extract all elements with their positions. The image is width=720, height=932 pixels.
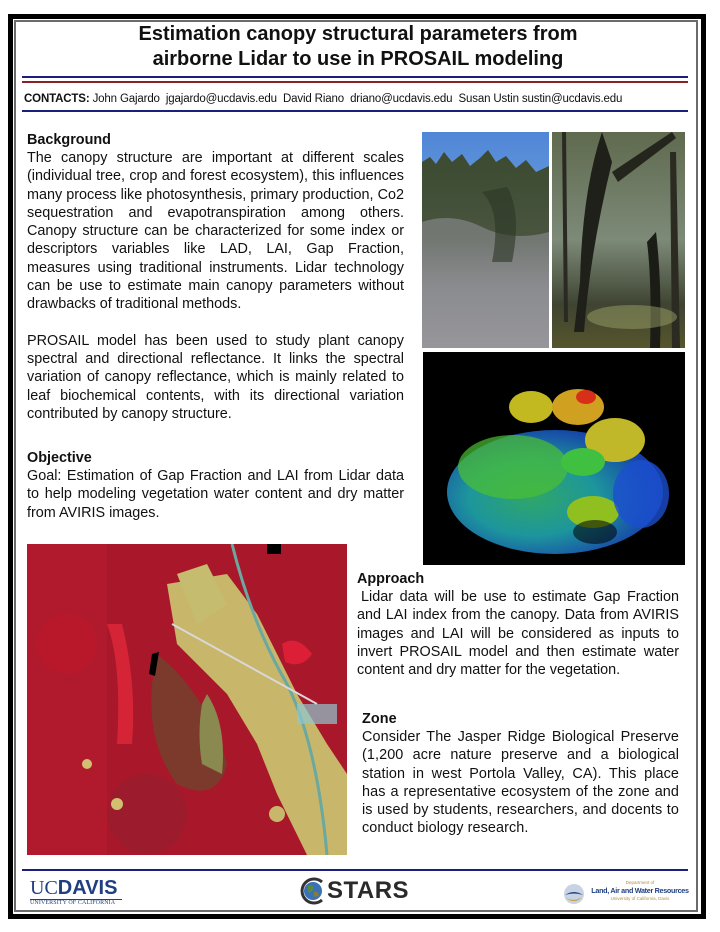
contact-name: John Gajardo [92, 93, 160, 105]
footer-divider [22, 869, 688, 871]
contact-email[interactable]: jgajardo@ucdavis.edu [165, 93, 277, 105]
lawr-globe-icon [563, 883, 585, 905]
approach-text: Lidar data will be use to estimate Gap Fraction and LAI index from the canopy. Data from AVIRIS images and LAI will be considered as inputs to invert PROSAIL model and then estimate water content and dry matter for the vegetation. [357, 589, 679, 679]
contact-name: David Riano [282, 93, 344, 105]
background-heading: Background [27, 132, 111, 148]
false-color-satellite-image [27, 544, 347, 855]
lidar-point-cloud-image [423, 352, 685, 565]
zone-heading: Zone [362, 711, 397, 727]
ucdavis-logo-uc: UC [30, 877, 58, 899]
cstars-logo-text: STARS [327, 877, 410, 904]
ucdavis-logo-davis: DAVIS [57, 877, 118, 899]
title-line-2: airborne Lidar to use in PROSAIL modeling [152, 48, 564, 70]
shrubland-photo-graphic [422, 132, 549, 348]
lawr-logo-main: Land, Air and Water Resources [591, 886, 689, 895]
background-paragraph-2: PROSAIL model has been used to study plant canopy spectral and directional reflectance. It links the spectral variation of canopy reflectance, which is mainly related to leaf biochemical contents, with its directional variation contributed by canopy structure. [27, 332, 404, 422]
title-divider-maroon [22, 81, 688, 83]
shrubland-photo [422, 132, 549, 348]
background-section [27, 131, 404, 423]
approach-section [357, 570, 679, 679]
approach-heading: Approach [357, 571, 425, 587]
globe-icon [300, 877, 326, 905]
contact-email[interactable]: driano@ucdavis.edu [350, 93, 453, 105]
title-line-1: Estimation canopy structural parameters from [138, 23, 578, 45]
contacts-label: CONTACTS: [24, 93, 90, 105]
contacts-line [24, 93, 622, 105]
title-divider-navy [22, 76, 688, 78]
contacts-divider [22, 110, 688, 112]
zone-text: Consider The Jasper Ridge Biological Preserve (1,200 acre nature preserve and a biological station in west Portola Valley, CA). This place has a representative ecosystem of the zone and is used by students, researchers, and docents to conduct biology research. [362, 729, 679, 837]
lawr-logo [563, 880, 693, 906]
contact-email[interactable]: sustin@ucdavis.edu [521, 93, 623, 105]
background-paragraph-1: The canopy structure are important at different scales (individual tree, crop and forest ecosystem), this influences many process like photosynthesis, primary production, Co2 sequestration and evapotranspiration among others. Canopy structure can be characterized for some index or descriptors variables like LAD, LAI, Gap Fraction, measures using traditional instruments. Lidar technology can be use to estimate main canopy parameters without drawbacks of traditional methods. [27, 150, 404, 313]
lawr-logo-top: Department of [625, 880, 655, 885]
poster-title [20, 22, 696, 72]
contact-name: Susan Ustin [458, 93, 519, 105]
lidar-point-cloud-graphic [423, 352, 685, 565]
objective-section [27, 449, 404, 522]
ucdavis-logo-subtitle: UNIVERSITY OF CALIFORNIA [30, 899, 122, 906]
lawr-logo-sub: University of California, Davis [610, 896, 670, 901]
false-color-satellite-graphic [27, 544, 347, 855]
ucdavis-logo [30, 878, 122, 906]
objective-text: Goal: Estimation of Gap Fraction and LAI from Lidar data to help modeling vegetation water content and dry matter from AVIRIS images. [27, 468, 404, 521]
oak-woodland-photo [552, 132, 685, 348]
objective-heading: Objective [27, 450, 92, 466]
oak-woodland-photo-graphic [552, 132, 685, 348]
zone-section [362, 710, 679, 838]
cstars-logo [300, 876, 409, 906]
